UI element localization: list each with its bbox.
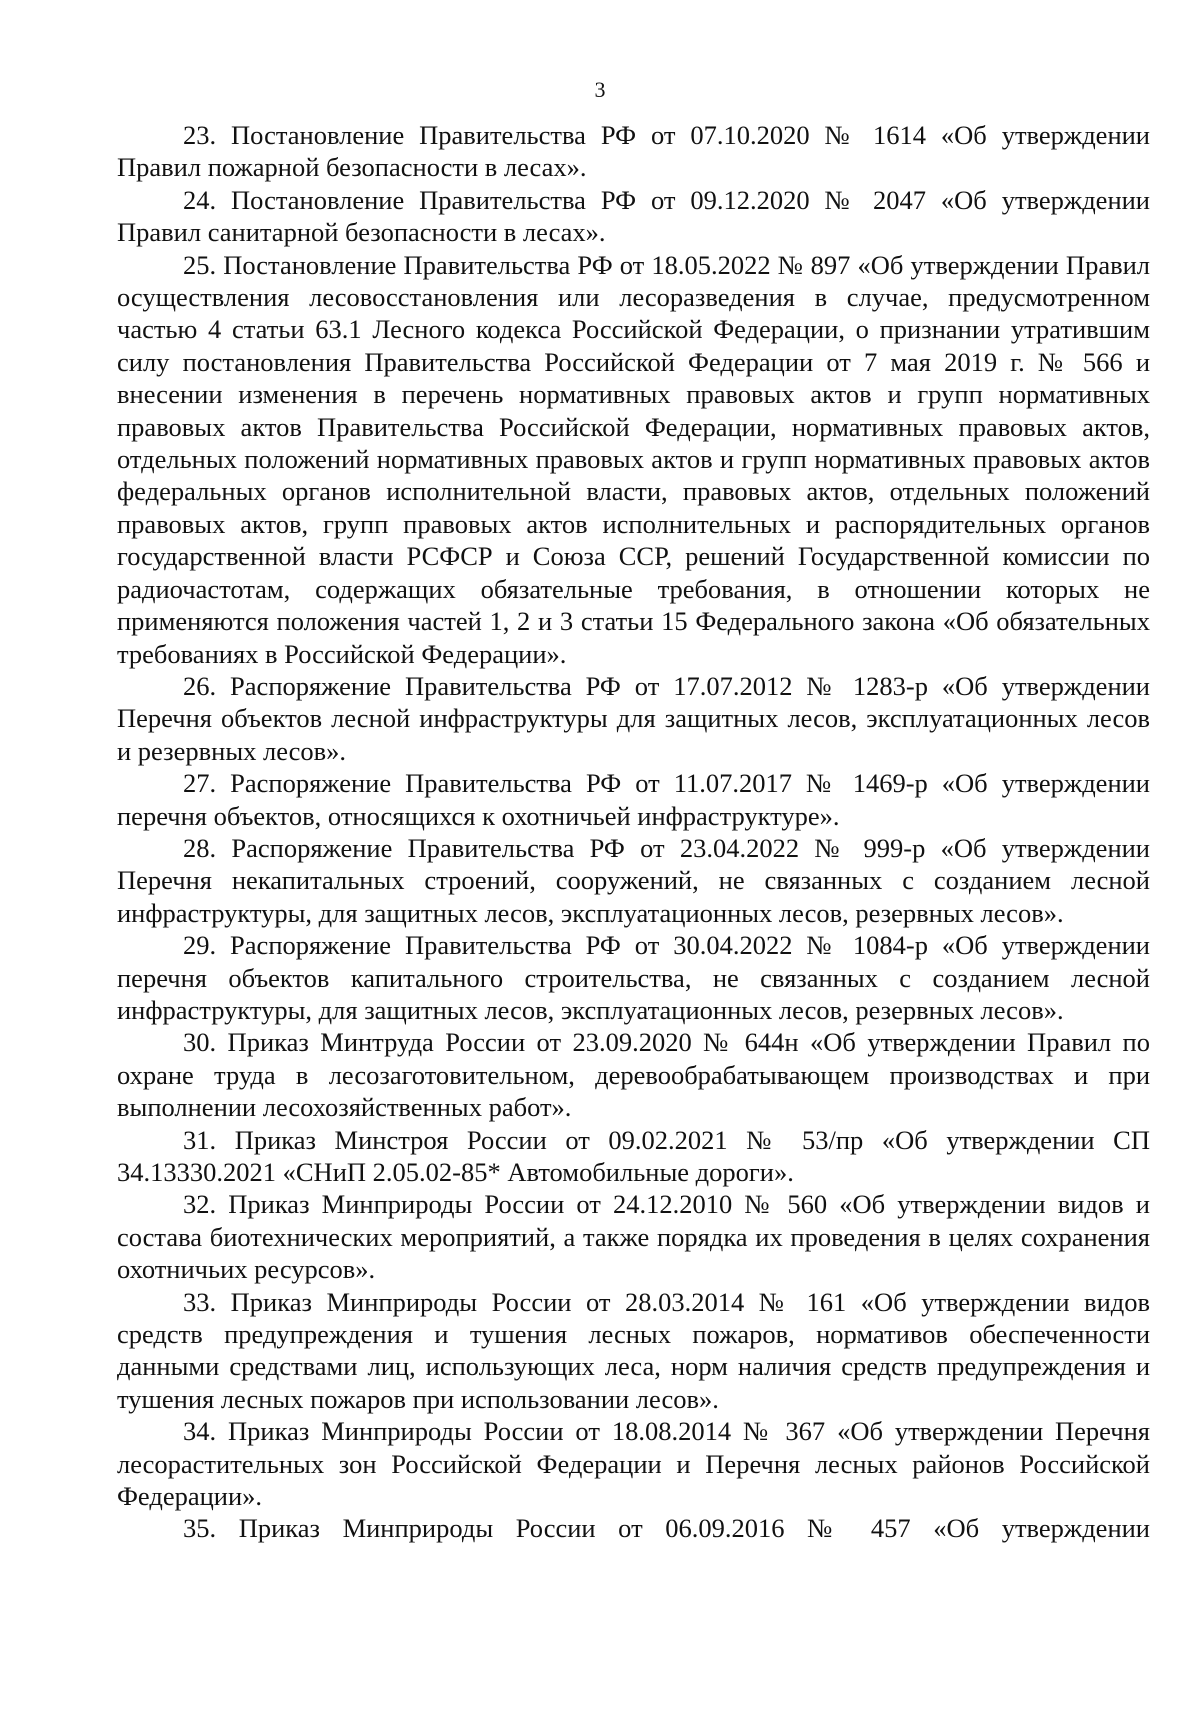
list-item-23: 23. Постановление Правительства РФ от 07.10.2020 № 1614 «Об утверждении Правил пожарной безопасности в лесах». <box>117 120 1150 183</box>
list-item-24: 24. Постановление Правительства РФ от 09.12.2020 № 2047 «Об утверждении Правил санитарной безопасности в лесах». <box>117 184 1150 248</box>
list-item-31: 31. Приказ Минстроя России от 09.02.2021 № 53/пр «Об утверждении СП 34.13330.2021 «СНиП 2.05.02-85* Автомобильные дороги». <box>117 1124 1150 1187</box>
list-item-30: 30. Приказ Минтруда России от 23.09.2020 № 644н «Об утверждении Правил по охране труда в лесозаготовительном, деревообрабатывающем производствах и при выполнении лесохозяйственных работ». <box>117 1027 1150 1123</box>
page-number: 3 <box>594 77 606 102</box>
list-item-27: 27. Распоряжение Правительства РФ от 11.07.2017 № 1469-р «Об утверждении перечня объектов, относящихся к охотничьей инфраструктуре». <box>117 768 1150 831</box>
document-body <box>117 119 1150 1545</box>
list-item-34: 34. Приказ Минприроды России от 18.08.2014 № 367 «Об утверждении Перечня лесорастительных зон Российской Федерации и Перечня лесных районов Российской Федерации». <box>117 1416 1150 1512</box>
list-item-25: 25. Постановление Правительства РФ от 18.05.2022 № 897 «Об утверждении Правил осуществления лесовосстановления или лесоразведения в случае, предусмотренном частью 4 статьи 63.1 Лесного кодекса Российской Федерации, о признании утратившим силу постановления Правительства Российской Федерации от 7 мая 2019 г. № 566 и внесении изменения в перечень нормативных правовых актов и групп нормативных правовых актов Правительства Российской Федерации, нормативных правовых актов, отдельных положений нормативных правовых актов и групп нормативных правовых актов федеральных органов исполнительной власти, правовых актов, отдельных положений правовых актов, групп правовых актов исполнительных и распорядительных органов государственной власти РСФСР и Союза ССР, решений Государственной комиссии по радиочастотам, содержащих обязательные требования, в отношении которых не применяются положения частей 1, 2 и 3 статьи 15 Федерального закона «Об обязательных требованиях в Российской Федерации». <box>117 249 1150 669</box>
list-item-33: 33. Приказ Минприроды России от 28.03.2014 № 161 «Об утверждении видов средств предупреждения и тушения лесных пожаров, нормативов обеспеченности данными средствами лиц, использующих леса, норм наличия средств предупреждения и тушения лесных пожаров при использовании лесов». <box>117 1286 1150 1414</box>
list-item-29: 29. Распоряжение Правительства РФ от 30.04.2022 № 1084-р «Об утверждении перечня объектов капитального строительства, не связанных с созданием лесной инфраструктуры, для защитных лесов, эксплуатационных лесов, резервных лесов». <box>117 930 1150 1025</box>
list-item-28: 28. Распоряжение Правительства РФ от 23.04.2022 № 999-р «Об утверждении Перечня некапитальных строений, сооружений, не связанных с созданием лесной инфраструктуры, для защитных лесов, эксплуатационных лесов, резервных лесов». <box>117 832 1150 928</box>
list-item-26: 26. Распоряжение Правительства РФ от 17.07.2012 № 1283-р «Об утверждении Перечня объектов лесной инфраструктуры для защитных лесов, эксплуатационных лесов и резервных лесов». <box>117 670 1150 766</box>
list-item-32: 32. Приказ Минприроды России от 24.12.2010 № 560 «Об утверждении видов и состава биотехнических мероприятий, а также порядка их проведения в целях сохранения охотничьих ресурсов». <box>117 1189 1150 1285</box>
list-item-35: 35. Приказ Минприроды России от 06.09.2016 № 457 «Об утверждении <box>183 1513 1150 1544</box>
